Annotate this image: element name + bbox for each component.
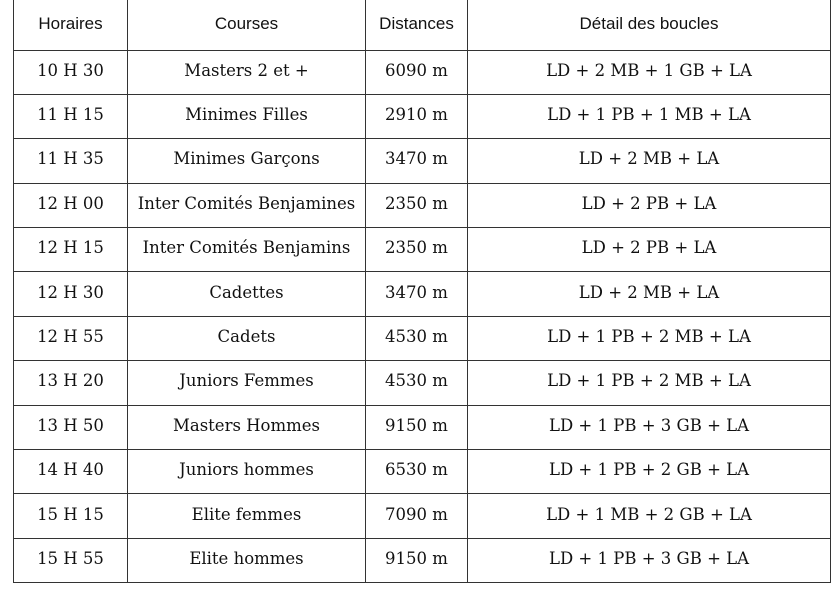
cell-time: 10 H 30 <box>14 50 128 94</box>
cell-time: 12 H 00 <box>14 183 128 227</box>
cell-detail: LD + 1 PB + 2 GB + LA <box>468 450 831 494</box>
cell-distance: 4530 m <box>366 361 468 405</box>
cell-distance: 9150 m <box>366 538 468 582</box>
cell-detail: LD + 1 MB + 2 GB + LA <box>468 494 831 538</box>
table-row <box>14 361 831 405</box>
table-row <box>14 450 831 494</box>
cell-detail: LD + 1 PB + 1 MB + LA <box>468 94 831 138</box>
cell-detail: LD + 2 MB + LA <box>468 139 831 183</box>
cell-detail: LD + 2 PB + LA <box>468 228 831 272</box>
schedule-table-container <box>13 0 831 583</box>
cell-course: Cadettes <box>128 272 366 316</box>
cell-distance: 4530 m <box>366 316 468 360</box>
cell-time: 12 H 15 <box>14 228 128 272</box>
table-row <box>14 50 831 94</box>
cell-course: Juniors hommes <box>128 450 366 494</box>
cell-time: 12 H 30 <box>14 272 128 316</box>
table-row <box>14 94 831 138</box>
cell-time: 13 H 50 <box>14 405 128 449</box>
cell-detail: LD + 2 PB + LA <box>468 183 831 227</box>
cell-course: Juniors Femmes <box>128 361 366 405</box>
cell-time: 15 H 55 <box>14 538 128 582</box>
table-row <box>14 228 831 272</box>
cell-time: 14 H 40 <box>14 450 128 494</box>
cell-time: 11 H 15 <box>14 94 128 138</box>
table-row <box>14 139 831 183</box>
cell-course: Cadets <box>128 316 366 360</box>
cell-distance: 3470 m <box>366 272 468 316</box>
cell-detail: LD + 1 PB + 2 MB + LA <box>468 316 831 360</box>
table-row <box>14 272 831 316</box>
cell-course: Minimes Filles <box>128 94 366 138</box>
table-row <box>14 405 831 449</box>
header-time: Horaires <box>14 0 128 50</box>
table-row <box>14 183 831 227</box>
cell-time: 12 H 55 <box>14 316 128 360</box>
cell-distance: 9150 m <box>366 405 468 449</box>
cell-course: Masters Hommes <box>128 405 366 449</box>
table-row <box>14 494 831 538</box>
cell-distance: 6090 m <box>366 50 468 94</box>
cell-detail: LD + 1 PB + 3 GB + LA <box>468 405 831 449</box>
cell-detail: LD + 1 PB + 3 GB + LA <box>468 538 831 582</box>
table-row <box>14 538 831 582</box>
cell-course: Minimes Garçons <box>128 139 366 183</box>
schedule-table <box>13 0 831 583</box>
header-course: Courses <box>128 0 366 50</box>
cell-detail: LD + 2 MB + 1 GB + LA <box>468 50 831 94</box>
cell-detail: LD + 1 PB + 2 MB + LA <box>468 361 831 405</box>
cell-detail: LD + 2 MB + LA <box>468 272 831 316</box>
cell-course: Elite femmes <box>128 494 366 538</box>
cell-distance: 7090 m <box>366 494 468 538</box>
cell-time: 13 H 20 <box>14 361 128 405</box>
cell-distance: 3470 m <box>366 139 468 183</box>
cell-time: 11 H 35 <box>14 139 128 183</box>
header-distance: Distances <box>366 0 468 50</box>
table-header-row <box>14 0 831 50</box>
cell-course: Inter Comités Benjamines <box>128 183 366 227</box>
cell-course: Elite hommes <box>128 538 366 582</box>
cell-distance: 2350 m <box>366 228 468 272</box>
cell-time: 15 H 15 <box>14 494 128 538</box>
table-row <box>14 316 831 360</box>
cell-course: Masters 2 et + <box>128 50 366 94</box>
header-detail: Détail des boucles <box>468 0 831 50</box>
cell-distance: 6530 m <box>366 450 468 494</box>
cell-distance: 2350 m <box>366 183 468 227</box>
cell-course: Inter Comités Benjamins <box>128 228 366 272</box>
cell-distance: 2910 m <box>366 94 468 138</box>
